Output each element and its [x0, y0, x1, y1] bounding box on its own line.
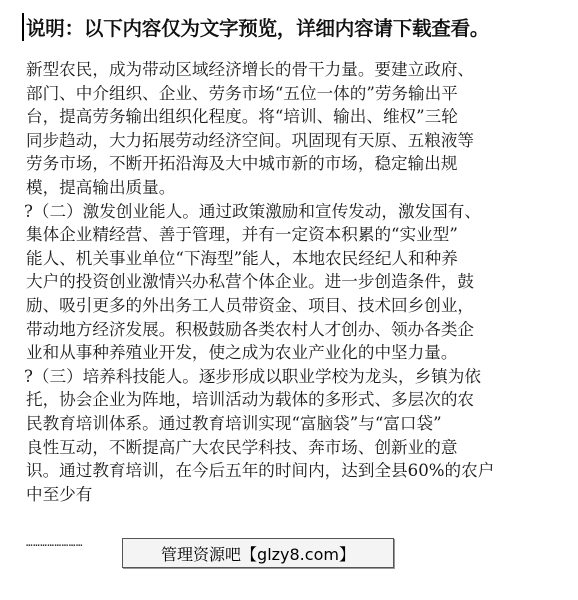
ellipsis-dots: ……………………: [26, 536, 83, 549]
section-heading-line: ?（二）激发创业能人。通过政策激励和宣传发动，激发国有、: [24, 201, 481, 221]
body-line: 识。通过教育培训，在今后五年的时间内，达到全县60%的农户: [26, 461, 495, 481]
body-line: 同步趋动，大力拓展劳动经济空间。巩固现有天原、五粮液等: [26, 130, 475, 150]
body-line: 业和从事种养殖业开发，使之成为农业产业化的中坚力量。: [26, 343, 458, 363]
body-line: 托，协会企业为阵地，培训活动为载体的多形式、多层次的农: [26, 390, 475, 410]
body-line: 台，提高劳务输出组织化程度。将“培训、输出、维权”三轮: [26, 107, 458, 127]
body-line: 带动地方经济发展。积极鼓励各类农村人才创办、领办各类企: [26, 319, 475, 339]
source-link-button[interactable]: 管理资源吧【glzy8.com】: [122, 538, 394, 568]
body-line: 部门、中介组织、企业、劳务市场“五位一体的”劳务输出平: [26, 83, 458, 103]
body-line: 民教育培训体系。通过教育培训实现“富脑袋”与“富口袋”: [26, 413, 442, 433]
preview-notice-text: 说明：以下内容仅为文字预览，详细内容请下载查看。: [26, 17, 490, 40]
body-line: 能人、机关事业单位“下海型”能人，本地农民经纪人和种养: [26, 248, 458, 268]
section-heading-line: ?（三）培养科技能人。逐步形成以职业学校为龙头，乡镇为依: [24, 366, 481, 386]
body-line: 励、吸引更多的外出务工人员带资金、项目、技术回乡创业，: [26, 295, 475, 315]
body-line: 大户的投资创业激情兴办私营个体企业。进一步创造条件，鼓: [26, 272, 475, 292]
body-line: 劳务市场，不断开拓沿海及大中城市新的市场，稳定输出规: [26, 154, 458, 174]
body-line: 模，提高输出质量。: [26, 177, 176, 197]
preview-notice: [22, 10, 572, 44]
body-line: 新型农民，成为带动区域经济增长的骨干力量。要建立政府、: [26, 60, 475, 79]
body-line: 中至少有: [26, 484, 93, 504]
document-body: [26, 58, 556, 506]
body-line: 良性互动，不断提高广大农民学科技、奔市场、创新业的意: [26, 437, 458, 457]
text-cursor: [22, 13, 24, 41]
body-line: 集体企业精经营、善于管理，并有一定资本积累的“实业型”: [26, 225, 458, 245]
